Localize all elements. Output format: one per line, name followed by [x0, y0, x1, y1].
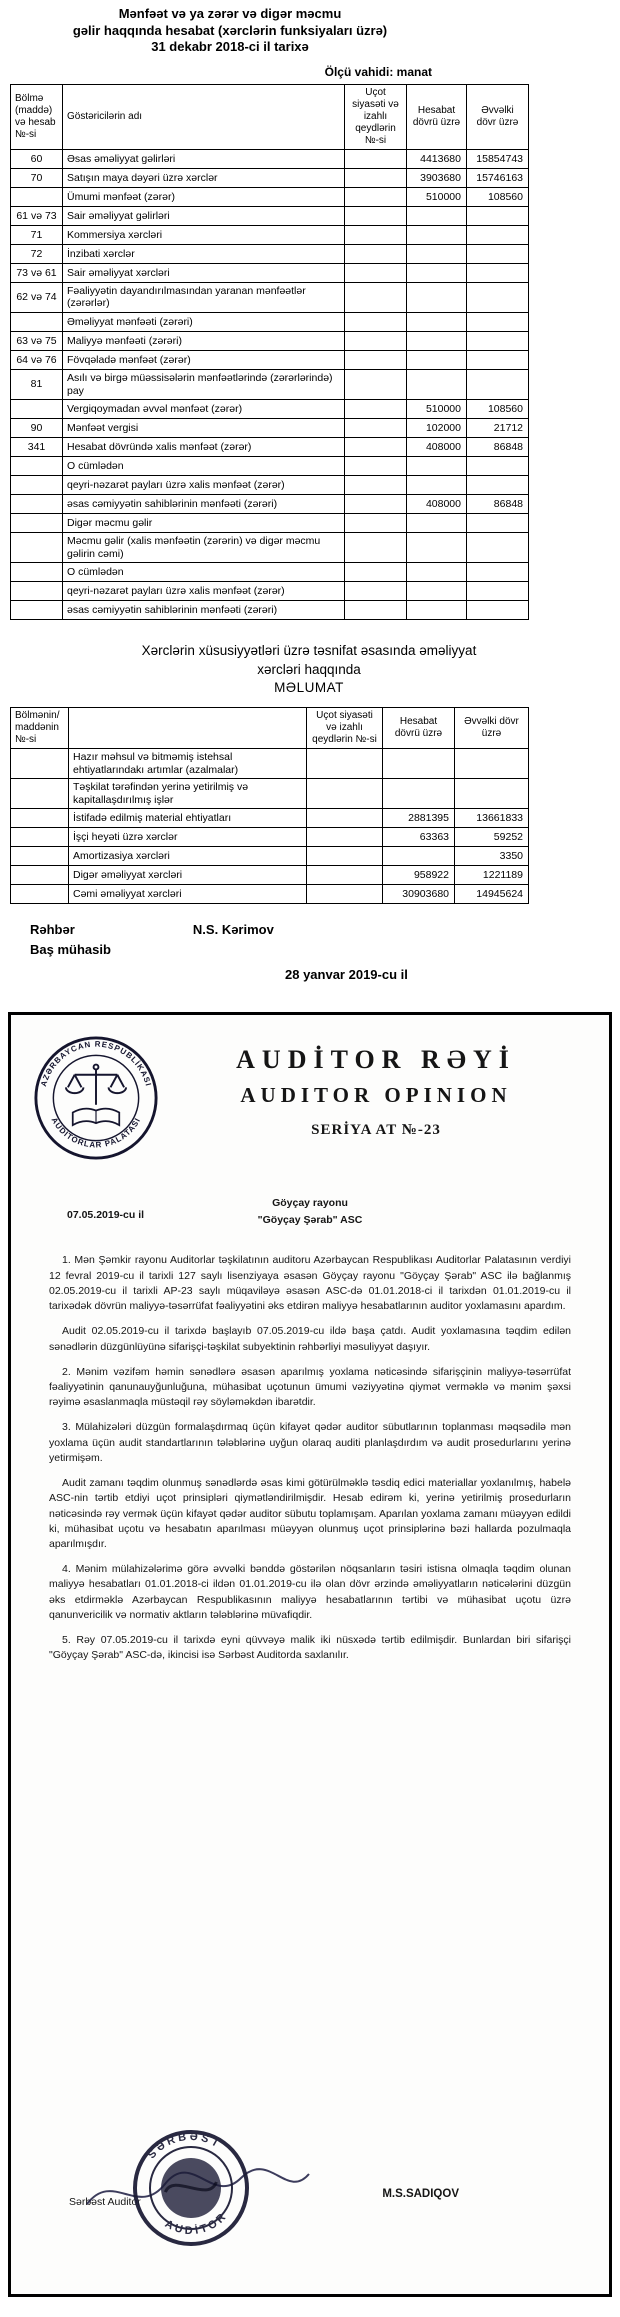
- independent-auditor-label: Sərbəst Auditor: [69, 2196, 141, 2209]
- expenses-info-title: [10, 642, 608, 697]
- col-header-indicator: Göstəricilərin adı: [63, 84, 345, 149]
- audit-paragraph: 5. Rəy 07.05.2019-cu il tarixdə eyni qüvvəyə malik iki nüsxədə tərtib edilmişdir. Bunlardan biri sifarişçi "Göyçay Şərab" ASC-də, ikincisi isə Sərbəst Auditorda saxlanılır.: [49, 1634, 571, 1662]
- cell-note: [345, 313, 407, 332]
- cell-previous: 13661833: [455, 809, 529, 828]
- cell-note: [345, 187, 407, 206]
- role-chief-accountant: Baş mühasib: [30, 941, 111, 957]
- cell-name: Təşkilat tərəfindən yerinə yetirilmiş və kapitallaşdırılmış işlər: [69, 779, 307, 809]
- cell-code: 62 və 74: [11, 282, 63, 312]
- cell-code: [11, 476, 63, 495]
- cell-code: 71: [11, 225, 63, 244]
- cell-previous: 15746163: [467, 168, 529, 187]
- cell-previous: 108560: [467, 400, 529, 419]
- cell-previous: [467, 533, 529, 563]
- cell-current: [407, 351, 467, 370]
- opinion-header: [23, 1031, 597, 1161]
- cell-name: O cümlədən: [63, 457, 345, 476]
- cell-note: [345, 495, 407, 514]
- table-row: [11, 187, 529, 206]
- cell-previous: [467, 206, 529, 225]
- cell-previous: 108560: [467, 187, 529, 206]
- table-row: [11, 514, 529, 533]
- cell-previous: 59252: [455, 828, 529, 847]
- table-row: [11, 601, 529, 620]
- cell-code: 64 və 76: [11, 351, 63, 370]
- expenses-header: [11, 708, 529, 749]
- table-row: [11, 457, 529, 476]
- cell-note: [345, 438, 407, 457]
- cell-code: [11, 514, 63, 533]
- svg-text:AUDİTORLAR PALATASI: AUDİTORLAR PALATASI: [49, 1116, 143, 1151]
- cell-code: [11, 866, 69, 885]
- cell-current: [407, 263, 467, 282]
- cell-current: [407, 601, 467, 620]
- cell-current: [407, 582, 467, 601]
- table-row: [11, 370, 529, 400]
- col-header-blank: [69, 708, 307, 749]
- cell-previous: [467, 476, 529, 495]
- cell-code: 61 və 73: [11, 206, 63, 225]
- col-header-notes: Uçot siyasəti və izahlı qeydlərin №-si: [345, 84, 407, 149]
- table-row: [11, 828, 529, 847]
- opinion-date: 07.05.2019-cu il: [67, 1209, 145, 1222]
- cell-code: 81: [11, 370, 63, 400]
- cell-note: [345, 582, 407, 601]
- audit-paragraph: 4. Mənim mülahizələrimə görə əvvəlki bənddə göstərilən nöqsanların təsiri istisna olmaqla təqdim olunan maliyyə hesabatları 01.01.2018-ci ildən 01.01.2019-cu ilə olan dövr ərzində əməliyyatların nəticələrini düzgün əks etdirməklə Azərbaycan Respublikasının maliyyə hesabatlarının tərtibi və mühasibat uçotu üzrə qanunvericilik və normativ aktların tələblərinə müvafiqdir.: [49, 1563, 571, 1621]
- cell-note: [345, 332, 407, 351]
- col-header-current: Hesabat dövrü üzrə: [407, 84, 467, 149]
- cell-previous: [467, 332, 529, 351]
- cell-code: 63 və 75: [11, 332, 63, 351]
- cell-previous: [467, 601, 529, 620]
- cell-code: [11, 400, 63, 419]
- col-header-previous: Əvvəlki dövr üzrə: [455, 708, 529, 749]
- cell-code: 72: [11, 244, 63, 263]
- income-statement-body: [11, 149, 529, 620]
- cell-note: [345, 514, 407, 533]
- report-title-line2: gəlir haqqında hesabat (xərclərin funksiyaları üzrə): [72, 22, 388, 38]
- role-director: Rəhbər: [30, 922, 75, 938]
- table-row: [11, 313, 529, 332]
- table-row: [11, 282, 529, 312]
- cell-name: Sair əməliyyat gəlirləri: [63, 206, 345, 225]
- cell-name: qeyri-nəzarət payları üzrə xalis mənfəət (zərər): [63, 476, 345, 495]
- cell-current: 2881395: [383, 809, 455, 828]
- table-row: [11, 563, 529, 582]
- scales-icon: [66, 1065, 126, 1126]
- cell-code: [11, 885, 69, 904]
- cell-name: Əməliyyat mənfəəti (zərəri): [63, 313, 345, 332]
- cell-current: 510000: [407, 400, 467, 419]
- cell-name: Vergiqoymadan əvvəl mənfəət (zərər): [63, 400, 345, 419]
- income-statement-header: [11, 84, 529, 149]
- cell-previous: [455, 779, 529, 809]
- cell-current: 3903680: [407, 168, 467, 187]
- cell-current: 408000: [407, 438, 467, 457]
- cell-code: [11, 779, 69, 809]
- table-row: [11, 351, 529, 370]
- cell-current: 102000: [407, 419, 467, 438]
- cell-note: [307, 779, 383, 809]
- cell-name: Əsas əməliyyat gəlirləri: [63, 149, 345, 168]
- audit-paragraph: 1. Mən Şəmkir rayonu Auditorlar təşkilatının auditoru Azərbaycan Respublikası Auditorlar Palatasının verdiyi 12 fevral 2019-cu il tarixli 127 saylı lisenziyaya əsasən Göyçay rayonu "Göyçay Şərab" ASC ilə bağlanmış 02.05.2019-cu il tarixli AP-23 saylı müqaviləyə əsasən ASC-də 01.01.2018-ci il tarixdən 01.01.2019-cu il tarixədək dövrün maliyyə-təsərrüfat fəaliyyətini əks etdirən maliyyə hesabatlarının auditor yoxlamasını apardım.: [49, 1254, 571, 1313]
- cell-name: O cümlədən: [63, 563, 345, 582]
- income-statement-table: [10, 84, 529, 621]
- cell-current: [407, 533, 467, 563]
- col-header-section: Bölmə (maddə) və hesab №-si: [11, 84, 63, 149]
- cell-current: 4413680: [407, 149, 467, 168]
- cell-name: Amortizasiya xərcləri: [69, 847, 307, 866]
- cell-code: [11, 187, 63, 206]
- cell-current: [407, 370, 467, 400]
- table-row: [11, 495, 529, 514]
- unit-label: Ölçü vahidi: manat: [324, 64, 432, 79]
- opinion-meta: [23, 1195, 597, 1239]
- table-row: [11, 885, 529, 904]
- expenses-table: [10, 707, 529, 904]
- cell-note: [307, 809, 383, 828]
- svg-text:AZƏRBAYCAN RESPUBLİKASI: AZƏRBAYCAN RESPUBLİKASI: [38, 1040, 154, 1089]
- cell-note: [307, 847, 383, 866]
- audit-paragraph: Audit zamanı təqdim olunmuş sənədlərdə əsas kimi götürülməklə təsdiq edici materiallar yoxlanılmış, habelə ASC-nin tərtib etdiyi uçot prinsipləri qiymətləndirilmişdir. Hesab edirəm ki, yerinə yetirilmiş prosedurların nəticəsində rəy vermək üçün kifayət qədər auditor sübutu toplamışam. Aparılan yoxlama zamanı müəyyən edildi ki, mühasibat uçotu və hesabatın aparılması müəyyən olunmuş uçot prinsiplərinə bəzi hallarda pozulmaqla aparılmışdır.: [49, 1477, 571, 1550]
- cell-current: [407, 206, 467, 225]
- auditor-opinion-scan: [8, 1012, 612, 2297]
- report-title-line3: 31 dekabr 2018-ci il tarixə: [151, 39, 309, 55]
- cell-name: İnzibati xərclər: [63, 244, 345, 263]
- cell-current: [383, 749, 455, 779]
- cell-note: [345, 601, 407, 620]
- audit-paragraph: 2. Mənim vəzifəm həmin sənədlərə əsasən aparılmış yoxlama nəticəsində sifarişçinin maliyyə-təsərrüfat fəaliyyətinin qanunauyğunluğuna, mühasibat uçotunun ümumi vəziyyətinə qiymət verməklə və mənim şəxsi rəyimə əsaslanmaqla müstəqil rəy söyləməkdən ibarətdir.: [49, 1365, 571, 1409]
- cell-current: 30903680: [383, 885, 455, 904]
- cell-code: [11, 533, 63, 563]
- cell-code: [11, 495, 63, 514]
- cell-name: Fəaliyyətin dayandırılmasından yaranan mənfəətlər (zərərlər): [63, 282, 345, 312]
- cell-previous: [467, 225, 529, 244]
- cell-name: Digər məcmu gəlir: [63, 514, 345, 533]
- cell-note: [345, 149, 407, 168]
- cell-note: [345, 263, 407, 282]
- cell-code: [11, 847, 69, 866]
- cell-previous: [467, 244, 529, 263]
- cell-code: 90: [11, 419, 63, 438]
- cell-name: Satışın maya dəyəri üzrə xərclər: [63, 168, 345, 187]
- table-row: [11, 582, 529, 601]
- opinion-title-az: AUDİTOR RƏYİ: [236, 1045, 516, 1075]
- addressee-line1: Göyçay rayonu: [272, 1197, 348, 1210]
- table-row: [11, 419, 529, 438]
- audit-paragraph: 3. Mülahizələri düzgün formalaşdırmaq üçün kifayət qədər auditor sübutlarının toplanması məqsədilə mən yoxlama üçün audit standartlarının tələblərinə uyğun olaraq auditi planlaşdırdım və audit prosedurlarını yerinə yetirmişəm.: [49, 1421, 571, 1464]
- table-row: [11, 149, 529, 168]
- cell-current: [383, 847, 455, 866]
- report-title: [10, 6, 450, 56]
- table-row: [11, 749, 529, 779]
- cell-note: [345, 370, 407, 400]
- cell-name: Sair əməliyyat xərcləri: [63, 263, 345, 282]
- table-row: [11, 476, 529, 495]
- cell-code: [11, 457, 63, 476]
- cell-note: [345, 419, 407, 438]
- cell-code: 73 və 61: [11, 263, 63, 282]
- cell-previous: [467, 514, 529, 533]
- financial-report: [0, 6, 620, 982]
- cell-note: [345, 563, 407, 582]
- cell-note: [307, 828, 383, 847]
- cell-current: [407, 332, 467, 351]
- signature-roles: [30, 920, 111, 959]
- table-row: [11, 779, 529, 809]
- report-title-line1: Mənfəət və ya zərər və digər məcmu: [118, 6, 342, 21]
- table-row: [11, 866, 529, 885]
- cell-previous: 1221189: [455, 866, 529, 885]
- opinion-body: [23, 1253, 597, 1673]
- cell-name: Hazır məhsul və bitməmiş istehsal ehtiyatlarındakı artımlar (azalmalar): [69, 749, 307, 779]
- cell-previous: [455, 749, 529, 779]
- expenses-info-title-line3: MƏLUMAT: [274, 679, 344, 695]
- cell-current: [407, 457, 467, 476]
- cell-code: [11, 828, 69, 847]
- auditor-stamp-icon: [122, 2120, 259, 2257]
- cell-current: [407, 476, 467, 495]
- expenses-body: [11, 749, 529, 904]
- cell-name: Hesabat dövründə xalis mənfəət (zərər): [63, 438, 345, 457]
- cell-note: [345, 225, 407, 244]
- cell-previous: 86848: [467, 495, 529, 514]
- cell-current: [407, 244, 467, 263]
- expenses-info-title-line1: Xərclərin xüsusiyyətləri üzrə təsnifat əsasında əməliyyat: [141, 643, 477, 659]
- cell-current: 510000: [407, 187, 467, 206]
- cell-previous: [467, 282, 529, 312]
- cell-code: [11, 809, 69, 828]
- table-row: [11, 847, 529, 866]
- cell-note: [345, 282, 407, 312]
- col-header-previous: Əvvəlki dövr üzrə: [467, 84, 529, 149]
- cell-code: [11, 582, 63, 601]
- cell-current: 63363: [383, 828, 455, 847]
- cell-code: [11, 601, 63, 620]
- cell-name: Kommersiya xərcləri: [63, 225, 345, 244]
- header-row: [11, 708, 529, 749]
- addressee-line2: "Göyçay Şərab" ASC: [257, 1214, 363, 1227]
- table-row: [11, 168, 529, 187]
- cell-name: Məcmu gəlir (xalis mənfəətin (zərərin) və digər məcmu gəlirin cəmi): [63, 533, 345, 563]
- cell-code: [11, 749, 69, 779]
- cell-previous: [467, 582, 529, 601]
- cell-note: [345, 533, 407, 563]
- cell-name: əsas cəmiyyətin sahiblərinin mənfəəti (zərəri): [63, 495, 345, 514]
- cell-note: [307, 866, 383, 885]
- expenses-info-title-line2: xərcləri haqqında: [257, 661, 361, 677]
- cell-current: 958922: [383, 866, 455, 885]
- cell-name: qeyri-nəzarət payları üzrə xalis mənfəət (zərər): [63, 582, 345, 601]
- cell-current: [383, 779, 455, 809]
- cell-name: Digər əməliyyat xərcləri: [69, 866, 307, 885]
- cell-name: Fövqəladə mənfəət (zərər): [63, 351, 345, 370]
- table-row: [11, 438, 529, 457]
- cell-current: [407, 563, 467, 582]
- cell-previous: [467, 457, 529, 476]
- cell-previous: [467, 313, 529, 332]
- cell-code: 60: [11, 149, 63, 168]
- cell-note: [345, 168, 407, 187]
- svg-text:AUDİTOR: AUDİTOR: [162, 2209, 231, 2238]
- cell-name: Mənfəət vergisi: [63, 419, 345, 438]
- cell-previous: [467, 563, 529, 582]
- table-row: [11, 332, 529, 351]
- cell-note: [345, 244, 407, 263]
- table-row: [11, 400, 529, 419]
- cell-note: [345, 457, 407, 476]
- cell-previous: 14945624: [455, 885, 529, 904]
- table-row: [11, 225, 529, 244]
- col-header-current: Hesabat dövrü üzrə: [383, 708, 455, 749]
- cell-name: İşçi heyəti üzrə xərclər: [69, 828, 307, 847]
- cell-previous: [467, 370, 529, 400]
- table-row: [11, 244, 529, 263]
- table-row: [11, 809, 529, 828]
- cell-note: [345, 351, 407, 370]
- cell-name: Cəmi əməliyyat xərcləri: [69, 885, 307, 904]
- cell-code: [11, 313, 63, 332]
- cell-previous: [467, 263, 529, 282]
- col-header-notes: Uçot siyasəti və izahlı qeydlərin №-si: [307, 708, 383, 749]
- cell-note: [345, 400, 407, 419]
- cell-name: Asılı və birgə müəssisələrin mənfəətlərində (zərərlərində) pay: [63, 370, 345, 400]
- cell-previous: 3350: [455, 847, 529, 866]
- cell-name: Maliyyə mənfəəti (zərəri): [63, 332, 345, 351]
- table-row: [11, 263, 529, 282]
- cell-current: [407, 282, 467, 312]
- cell-note: [345, 476, 407, 495]
- cell-current: [407, 514, 467, 533]
- cell-name: İstifadə edilmiş material ehtiyatları: [69, 809, 307, 828]
- signer-name: N.S. Kərimov: [192, 922, 274, 938]
- cell-code: 70: [11, 168, 63, 187]
- opinion-seria: SERİYA AT №-23: [311, 1122, 441, 1139]
- table-row: [11, 533, 529, 563]
- cell-current: 408000: [407, 495, 467, 514]
- cell-note: [345, 206, 407, 225]
- cell-name: əsas cəmiyyətin sahiblərinin mənfəəti (zərəri): [63, 601, 345, 620]
- cell-code: 341: [11, 438, 63, 457]
- svg-text:SƏRBƏST: SƏRBƏST: [145, 2131, 224, 2162]
- opinion-signature-area: [23, 2126, 597, 2276]
- cell-note: [307, 885, 383, 904]
- cell-previous: 15854743: [467, 149, 529, 168]
- header-row: [11, 84, 529, 149]
- cell-previous: 21712: [467, 419, 529, 438]
- col-header-section: Bölmənin/ maddənin №-si: [11, 708, 69, 749]
- cell-previous: [467, 351, 529, 370]
- cell-current: [407, 225, 467, 244]
- opinion-title-en: AUDITOR OPINION: [240, 1083, 512, 1108]
- table-row: [11, 206, 529, 225]
- auditors-chamber-emblem-icon: [33, 1035, 159, 1161]
- cell-current: [407, 313, 467, 332]
- signature-date: 28 yanvar 2019-cu il: [285, 967, 408, 983]
- auditor-name: M.S.SADIQOV: [382, 2188, 459, 2201]
- signature-block: [30, 920, 620, 959]
- cell-previous: 86848: [467, 438, 529, 457]
- cell-note: [307, 749, 383, 779]
- cell-name: Ümumi mənfəət (zərər): [63, 187, 345, 206]
- cell-code: [11, 563, 63, 582]
- opinion-titles: [159, 1035, 593, 1139]
- audit-paragraph: Audit 02.05.2019-cu il tarixdə başlayıb 07.05.2019-cu ildə başa çatdı. Audit yoxlamasına təqdim edilən sənədlərin düzgünlüyünə sifarişçi-təşkilat subyektinin rəhbərliyi məsuliyyət daşıyır.: [49, 1325, 571, 1353]
